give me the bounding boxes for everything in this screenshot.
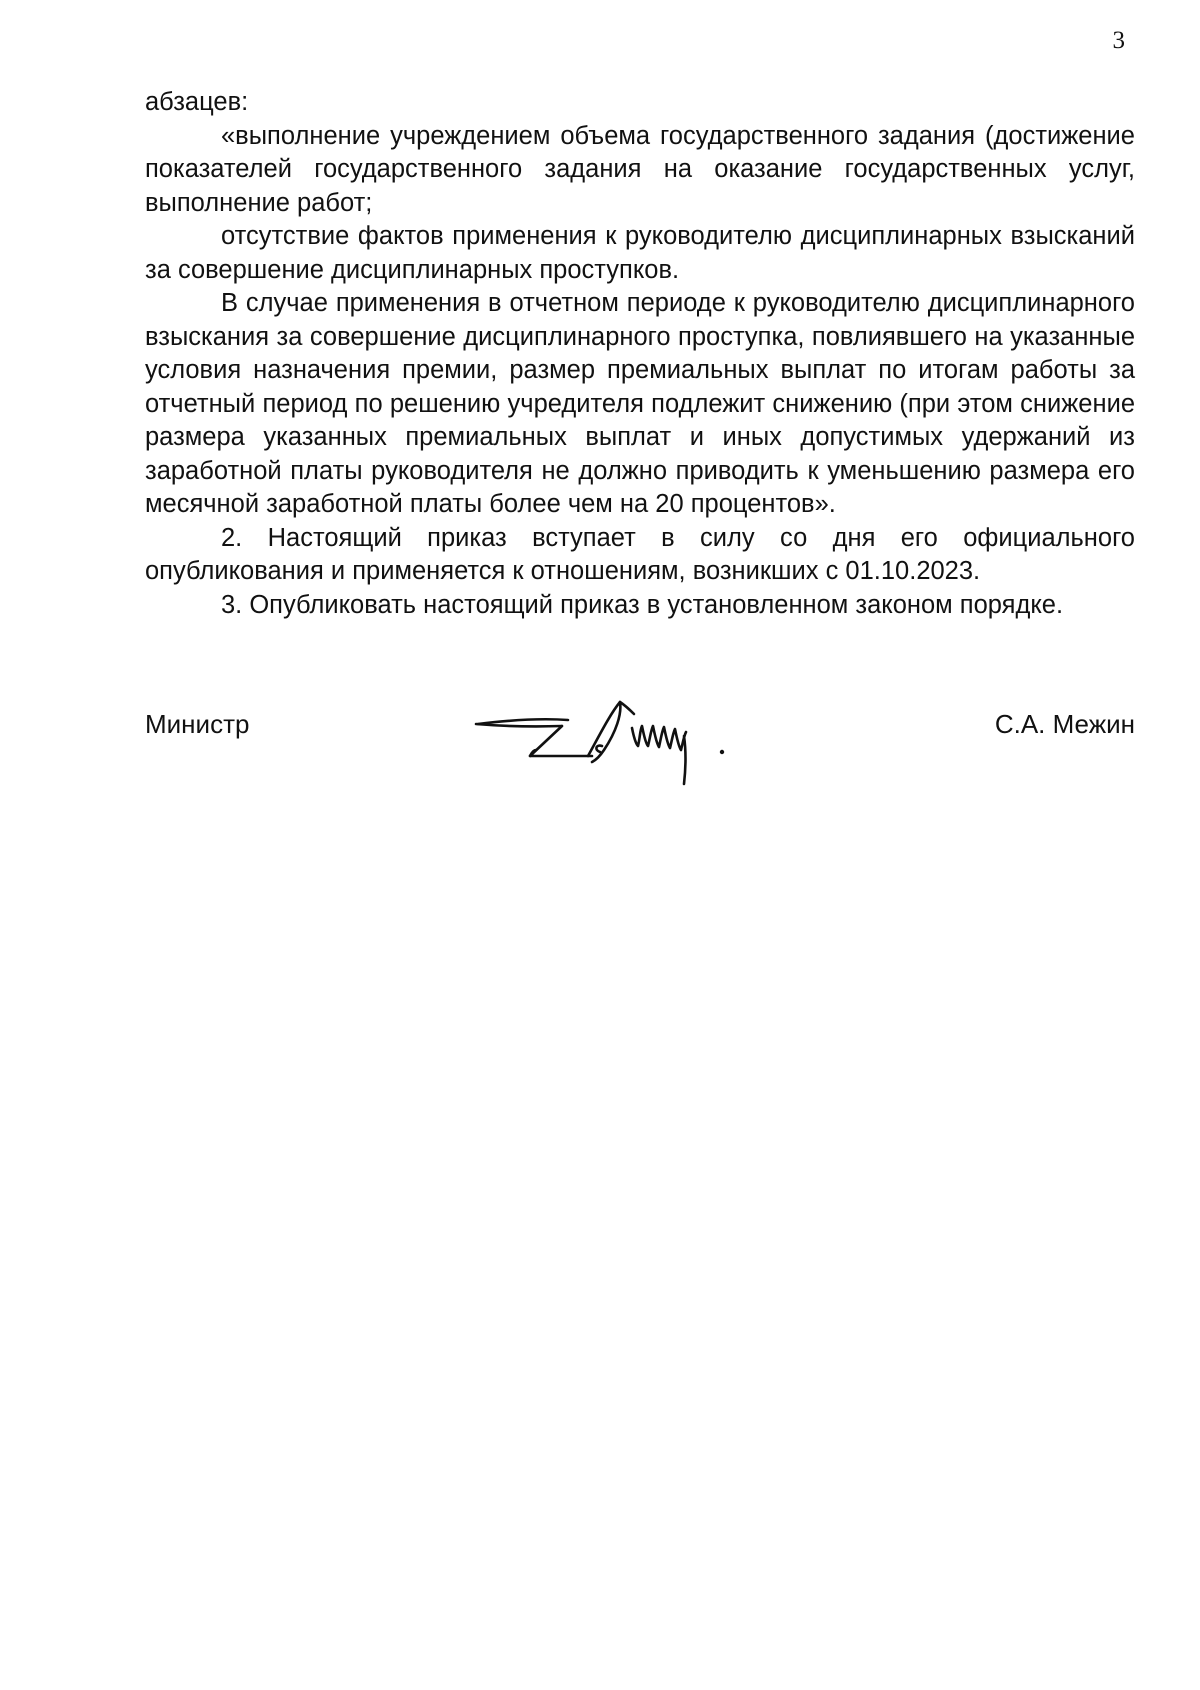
paragraph-bonus-reduction: В случае применения в отчетном периоде к руководителю дисциплинарного взыскания за совершение дисциплинарного проступка, повлиявшего на указанные условия назначения премии, размер премиальных выплат по итогам работы за отчетный период по решению учредителя подлежит снижению (при этом снижение размера указанных премиальных выплат и иных допустимых удержаний из заработной платы руководителя не должно приводить к уменьшению размера его месячной заработной платы более чем на 20 процентов».	[145, 289, 1135, 518]
handwritten-signature-icon	[470, 680, 730, 790]
signature-block	[145, 680, 1135, 800]
page-number: 3	[1112, 27, 1125, 54]
signer-name: С.А. Межин	[994, 709, 1135, 739]
paragraph-publication: 3. Опубликовать настоящий приказ в установленном законом порядке.	[221, 590, 1064, 619]
paragraph-no-disciplinary: отсутствие фактов применения к руководителю дисциплинарных взысканий за совершение дисциплинарных проступков.	[145, 222, 1135, 284]
document-body	[145, 86, 1135, 622]
paragraph-continuation: абзацев:	[145, 88, 249, 116]
signer-position: Министр	[145, 709, 250, 739]
paragraph-effective-date: 2. Настоящий приказ вступает в силу со дня его официального опубликования и применяется к отношениям, возникших с 01.10.2023.	[145, 523, 1135, 585]
paragraph-quote-start: «выполнение учреждением объема государственного задания (достижение показателей государственного задания на оказание государственных услуг, выполнение работ;	[145, 121, 1135, 217]
